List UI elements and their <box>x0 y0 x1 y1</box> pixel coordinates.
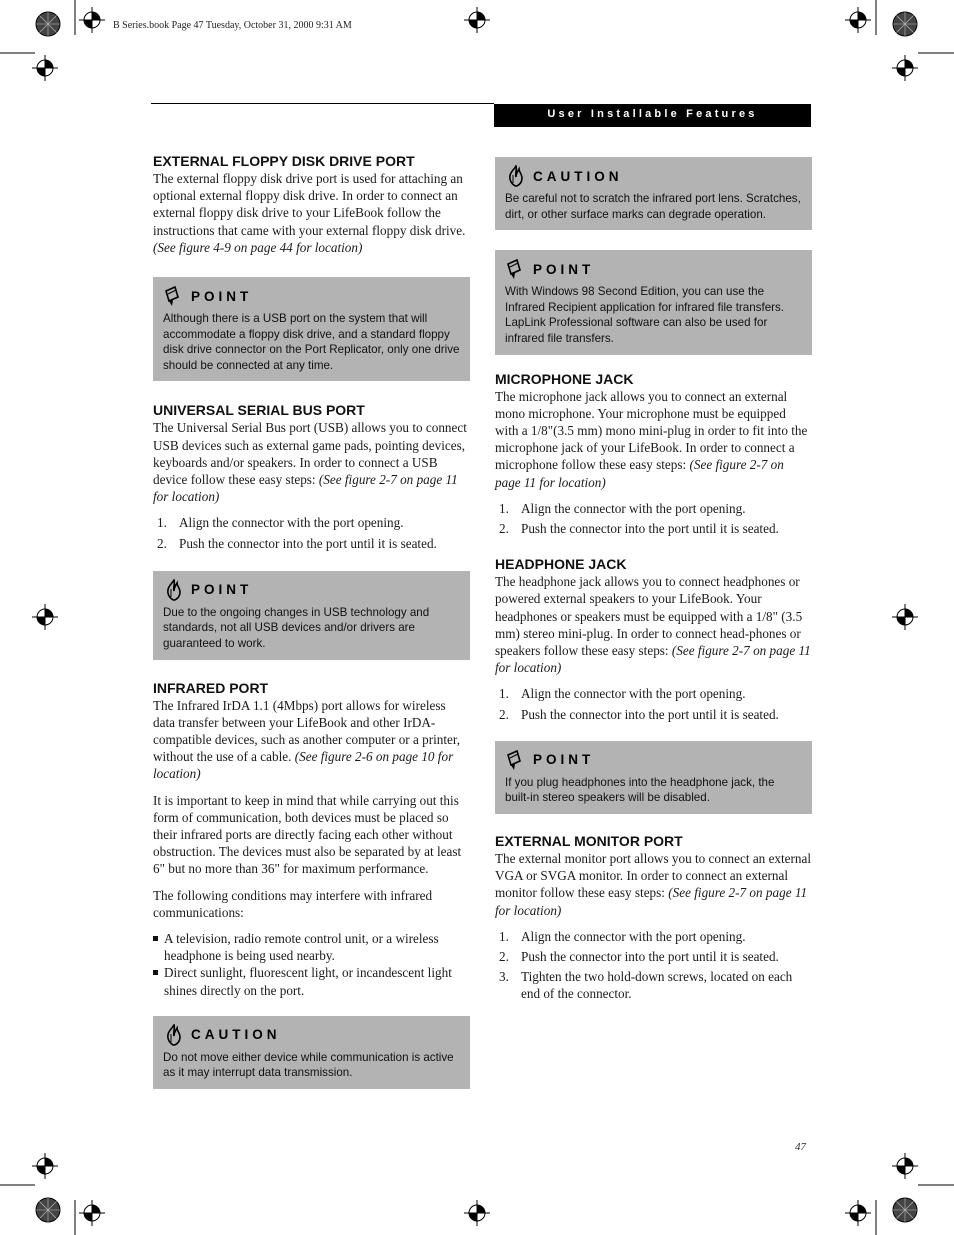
steps-list <box>495 685 812 722</box>
list-item: 2. Push the connector into the port until it is seated. <box>499 520 779 536</box>
box-label: POINT <box>533 752 595 768</box>
point-box <box>495 741 812 814</box>
caution-box <box>153 1016 470 1089</box>
flame-icon <box>163 1024 185 1046</box>
section-heading: EXTERNAL FLOPPY DISK DRIVE PORT <box>153 153 415 169</box>
steps-list <box>495 928 812 1003</box>
section-heading: EXTERNAL MONITOR PORT <box>495 833 683 849</box>
list-item: Direct sunlight, fluorescent light, or incandescent light shines directly on the port. <box>153 964 470 998</box>
page-number: 47 <box>795 1141 806 1153</box>
monitor-section <box>495 832 812 1003</box>
caution-box <box>495 157 812 230</box>
body-text: The microphone jack allows you to connect an external mono microphone. Your microphone must be equipped with a 1/8"(3.5 mm) mono mini-plug in order to fit into the microphone jack of your LifeBook. In order to connect a microphone follow these easy steps: (See figure 2-7 on page 11 for location) <box>495 388 808 490</box>
box-text: With Windows 98 Second Edition, you can use the Infrared Recipient application for infrared file transfers. LapLink Professional software can also be used for infrared file transfers. <box>505 285 785 345</box>
body-text: The headphone jack allows you to connect headphones or powered external speakers to your LifeBook. Your headphones or speakers must be equipped with a 1/8" (3.5 mm) stereo mini-plug. In order to connect head-phones or speakers follow these easy steps: (See figure 2-7 on page 11 for location) <box>495 574 811 676</box>
box-label: CAUTION <box>191 1027 281 1043</box>
running-header: User Installable Features <box>494 104 811 127</box>
section-heading: INFRARED PORT <box>153 679 269 696</box>
point-box <box>153 277 470 381</box>
pencil-icon <box>505 258 527 280</box>
steps-list <box>153 514 470 551</box>
usb-section <box>153 401 470 551</box>
body-text: The Infrared IrDA 1.1 (4Mbps) port allows for wireless data transfer between your LifeBook and other IrDA-compatible devices, such as another computer or a printer, without the use of a cable. (See figure 2-6 on page 10 for location) <box>153 697 461 782</box>
box-text: Although there is a USB port on the system that will accommodate a floppy disk drive, and a standard floppy disk drive connector on the Port Replicator, only one drive should be connected at any time. <box>163 312 460 372</box>
figure-reference: (See figure 4-9 on page 44 for location) <box>153 239 363 255</box>
box-label: CAUTION <box>533 168 623 184</box>
box-label: POINT <box>191 288 253 304</box>
list-item: 2. Push the connector into the port until it is seated. <box>499 706 779 722</box>
pencil-icon <box>505 749 527 771</box>
figure-reference: (See figure 2-7 on page 11 for location) <box>153 472 458 505</box>
figure-reference: (See figure 2-6 on page 10 for location) <box>153 749 454 782</box>
point-box <box>495 250 812 354</box>
section-heading: HEADPHONE JACK <box>495 556 627 573</box>
figure-reference: (See figure 2-7 on page 11 for location) <box>495 885 808 918</box>
bullet-list <box>153 930 470 999</box>
list-item: 1. Align the connector with the port opening. <box>499 686 746 702</box>
body-text: The external floppy disk drive port is used for attaching an optional external floppy disk drive. In order to connect an external floppy disk drive to your LifeBook follow the instructions that came with your external floppy disk drive. (See figure 4-9 on page 44 for location) <box>153 171 466 255</box>
headphone-section <box>495 555 812 723</box>
body-text: The external monitor port allows you to connect an external VGA or SVGA monitor. In order to connect an external monitor follow these easy steps: (See figure 2-7 on page 11 for location) <box>495 851 812 918</box>
pencil-icon <box>163 285 185 307</box>
section-heading: MICROPHONE JACK <box>495 370 634 387</box>
steps-list <box>495 500 812 537</box>
figure-reference: (See figure 2-7 on page 11 for location) <box>495 457 784 490</box>
list-item: 2. Push the connector into the port until it is seated. <box>499 949 779 965</box>
box-label: POINT <box>533 261 595 277</box>
right-column <box>495 157 812 1012</box>
floppy-section <box>153 152 470 256</box>
body-text: The Universal Serial Bus port (USB) allows you to connect USB devices such as external game pads, pointing devices, keyboards and/or speakers. In order to connect a USB device follow these easy steps: (See figure 2-7 on page 11 for location) <box>153 420 467 505</box>
figure-reference: (See figure 2-7 on page 11 for location) <box>495 643 811 676</box>
box-text: Due to the ongoing changes in USB technology and standards, not all USB devices and/or drivers are guaranteed to work. <box>163 605 430 650</box>
flame-icon <box>505 165 527 187</box>
box-text: If you plug headphones into the headphone jack, the built-in stereo speakers will be disabled. <box>505 775 775 805</box>
list-item: 3. Tighten the two hold-down screws, located on each end of the connector. <box>499 969 793 1002</box>
list-item: 1. Align the connector with the port opening. <box>499 500 746 516</box>
box-text: Do not move either device while communication is active as it may interrupt data transmission. <box>163 1050 454 1080</box>
bullet-icon <box>153 970 158 975</box>
body-text: The following conditions may interfere with infrared communications: <box>153 887 433 920</box>
infrared-section <box>153 679 470 999</box>
microphone-section <box>495 370 812 538</box>
header-rule <box>151 103 494 104</box>
bullet-icon <box>153 936 158 941</box>
list-item: 2. Push the connector into the port until it is seated. <box>157 535 437 551</box>
list-item: 1. Align the connector with the port opening. <box>157 515 404 531</box>
section-heading: UNIVERSAL SERIAL BUS PORT <box>153 402 365 419</box>
list-item: 1. Align the connector with the port opening. <box>499 928 746 944</box>
print-slug: B Series.book Page 47 Tuesday, October 31, 2000 9:31 AM <box>113 20 352 31</box>
body-text: It is important to keep in mind that while carrying out this form of communication, both devices must be placed so their infrared ports are directly facing each other without obstruction. The devices must also be separated by at least 6" but no more than 36" for maximum performance. <box>153 792 462 877</box>
box-text: Be careful not to scratch the infrared port lens. Scratches, dirt, or other surface marks can degrade operation. <box>505 192 801 221</box>
box-label: POINT <box>191 582 253 598</box>
left-column <box>153 152 470 1089</box>
point-box <box>153 571 470 660</box>
list-item: A television, radio remote control unit, or a wireless headphone is being used nearby. <box>153 930 470 964</box>
flame-icon <box>163 579 185 601</box>
